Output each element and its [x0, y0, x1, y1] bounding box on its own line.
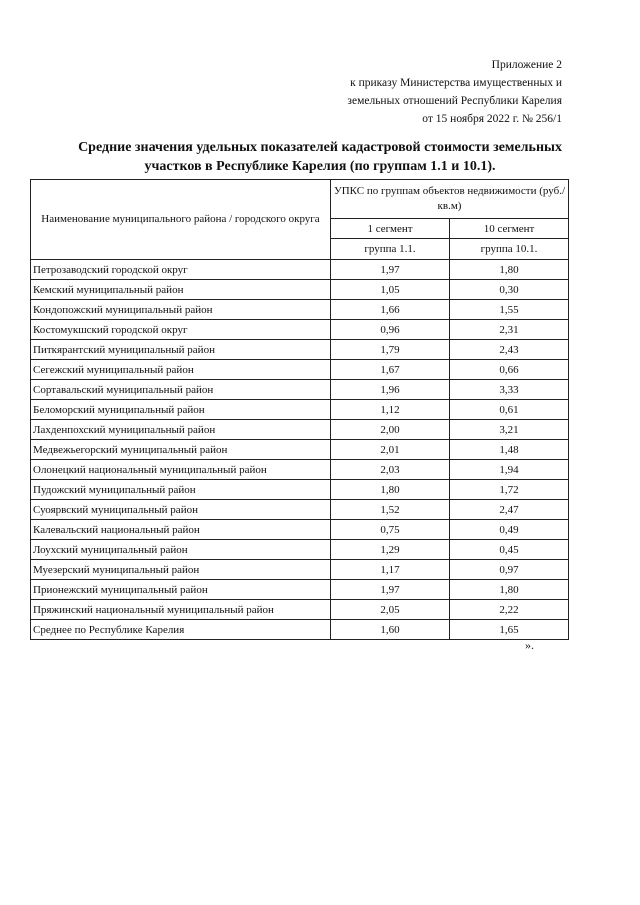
cell-group-1-1: 1,29 — [331, 540, 450, 560]
upks-table — [30, 179, 569, 640]
cell-group-1-1: 1,80 — [331, 480, 450, 500]
cell-district-name: Сегежский муниципальный район — [31, 360, 331, 380]
appendix-line: от 15 ноября 2022 г. № 256/1 — [422, 113, 562, 125]
cell-district-name: Олонецкий национальный муниципальный район — [31, 460, 331, 480]
cell-group-1-1: 0,75 — [331, 520, 450, 540]
cell-group-10-1: 1,80 — [450, 580, 569, 600]
table-row — [31, 500, 569, 520]
table-row — [31, 460, 569, 480]
appendix-line: земельных отношений Республики Карелия — [347, 95, 562, 107]
cell-group-10-1: 2,31 — [450, 320, 569, 340]
cell-group-1-1: 1,52 — [331, 500, 450, 520]
cell-group-10-1: 0,61 — [450, 400, 569, 420]
cell-group-10-1: 1,65 — [450, 620, 569, 640]
cell-group-10-1: 1,55 — [450, 300, 569, 320]
title-line-2: участков в Республике Карелия (по группам 1.1 и 10.1). — [144, 159, 496, 174]
cell-district-name: Лоухский муниципальный район — [31, 540, 331, 560]
table-row — [31, 280, 569, 300]
appendix-line: к приказу Министерства имущественных и — [350, 77, 562, 89]
table-row — [31, 420, 569, 440]
cell-group-10-1: 0,97 — [450, 560, 569, 580]
cell-district-name: Калевальский национальный район — [31, 520, 331, 540]
cell-group-10-1: 1,48 — [450, 440, 569, 460]
table-row — [31, 600, 569, 620]
cell-group-10-1: 2,43 — [450, 340, 569, 360]
appendix-line: Приложение 2 — [491, 59, 562, 71]
column-header-group-10-1: группа 10.1. — [450, 239, 569, 260]
cell-district-name: Пряжинский национальный муниципальный район — [31, 600, 331, 620]
cell-group-10-1: 0,45 — [450, 540, 569, 560]
cell-group-10-1: 1,94 — [450, 460, 569, 480]
appendix-header — [302, 56, 562, 128]
cell-district-name: Медвежьегорский муниципальный район — [31, 440, 331, 460]
table-row — [31, 580, 569, 600]
cell-district-name: Петрозаводский городской округ — [31, 260, 331, 280]
cell-group-1-1: 1,96 — [331, 380, 450, 400]
cell-district-name: Муезерский муниципальный район — [31, 560, 331, 580]
cell-group-10-1: 0,30 — [450, 280, 569, 300]
table-row — [31, 480, 569, 500]
cell-group-1-1: 1,17 — [331, 560, 450, 580]
cell-group-10-1: 2,47 — [450, 500, 569, 520]
table-row — [31, 440, 569, 460]
cell-district-name: Среднее по Республике Карелия — [31, 620, 331, 640]
cell-group-1-1: 2,00 — [331, 420, 450, 440]
cell-group-10-1: 1,72 — [450, 480, 569, 500]
cell-group-1-1: 1,67 — [331, 360, 450, 380]
column-header-upks: УПКС по группам объектов недвижимости (руб./кв.м) — [331, 180, 569, 219]
cell-group-1-1: 1,60 — [331, 620, 450, 640]
table-row — [31, 400, 569, 420]
column-header-name: Наименование муниципального района / городского округа — [31, 180, 331, 260]
cell-group-1-1: 2,01 — [331, 440, 450, 460]
cell-district-name: Беломорский муниципальный район — [31, 400, 331, 420]
cell-group-1-1: 2,05 — [331, 600, 450, 620]
table-row — [31, 300, 569, 320]
cell-group-1-1: 1,97 — [331, 580, 450, 600]
cell-district-name: Лахденпохский муниципальный район — [31, 420, 331, 440]
cell-group-1-1: 0,96 — [331, 320, 450, 340]
table-row — [31, 540, 569, 560]
cell-group-10-1: 3,33 — [450, 380, 569, 400]
column-header-group-1-1: группа 1.1. — [331, 239, 450, 260]
cell-group-1-1: 1,97 — [331, 260, 450, 280]
cell-group-1-1: 2,03 — [331, 460, 450, 480]
table-row — [31, 520, 569, 540]
cell-group-1-1: 1,66 — [331, 300, 450, 320]
cell-district-name: Сортавальский муниципальный район — [31, 380, 331, 400]
document-title — [30, 138, 610, 176]
table-row — [31, 380, 569, 400]
cell-group-1-1: 1,05 — [331, 280, 450, 300]
cell-district-name: Суоярвский муниципальный район — [31, 500, 331, 520]
table-row — [31, 260, 569, 280]
cell-group-10-1: 0,66 — [450, 360, 569, 380]
cell-group-10-1: 2,22 — [450, 600, 569, 620]
cell-district-name: Пудожский муниципальный район — [31, 480, 331, 500]
column-header-segment-1: 1 сегмент — [331, 219, 450, 239]
table-row — [31, 560, 569, 580]
table-row — [31, 620, 569, 640]
column-header-segment-10: 10 сегмент — [450, 219, 569, 239]
cell-group-10-1: 3,21 — [450, 420, 569, 440]
cell-group-10-1: 0,49 — [450, 520, 569, 540]
table-row — [31, 360, 569, 380]
cell-group-1-1: 1,12 — [331, 400, 450, 420]
cell-group-10-1: 1,80 — [450, 260, 569, 280]
cell-district-name: Кондопожский муниципальный район — [31, 300, 331, 320]
table-row — [31, 340, 569, 360]
cell-district-name: Прионежский муниципальный район — [31, 580, 331, 600]
cell-district-name: Костомукшский городской округ — [31, 320, 331, 340]
cell-district-name: Кемский муниципальный район — [31, 280, 331, 300]
cell-group-1-1: 1,79 — [331, 340, 450, 360]
table-row — [31, 320, 569, 340]
cell-district-name: Питкярантский муниципальный район — [31, 340, 331, 360]
closing-quote: ». — [525, 638, 534, 652]
title-line-1: Средние значения удельных показателей кадастровой стоимости земельных — [78, 140, 562, 155]
